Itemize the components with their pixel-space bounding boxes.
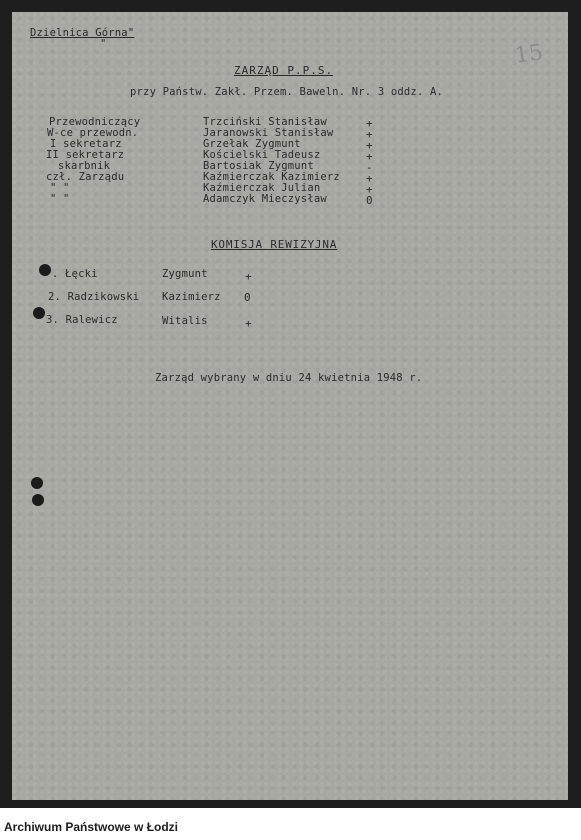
election-date-note: Zarząd wybrany w dniu 24 kwietnia 1948 r. (155, 372, 423, 384)
board-name: Kaźmierczak Julian (203, 182, 321, 194)
board-name: Trzciński Stanisław (203, 116, 327, 128)
pencil-page-number: 15 (513, 40, 545, 69)
board-role: II sekretarz (46, 149, 125, 161)
commission-member: 3. Ralewicz (46, 314, 118, 326)
board-mark: + (366, 150, 373, 163)
board-role: Przewodniczący (49, 116, 141, 128)
board-mark: + (366, 172, 373, 185)
commission-first-name: Witalis (162, 315, 208, 327)
binder-hole (32, 494, 44, 506)
document-page (12, 12, 568, 800)
board-role: czł. Zarządu (46, 171, 125, 183)
commission-mark: + (245, 317, 252, 330)
commission-first-name: Zygmunt (162, 268, 208, 280)
board-name: Bartosiak Zygmunt (203, 160, 314, 172)
board-mark: - (366, 161, 373, 174)
binder-hole (39, 264, 51, 276)
binder-hole (31, 477, 43, 489)
commission-member: 2. Radzikowski (48, 291, 140, 303)
board-name: Jaranowski Stanisław (203, 127, 334, 139)
board-mark: 0 (366, 194, 373, 207)
commission-first-name: Kazimierz (162, 291, 221, 303)
board-mark: + (366, 139, 373, 152)
archive-caption: Archiwum Państwowe w Łodzi (4, 820, 179, 834)
district-ditto-mark: " (100, 38, 107, 50)
board-name: Kaźmierczak Kazimierz (203, 171, 340, 183)
commission-mark: + (245, 270, 252, 283)
board-mark: + (366, 117, 373, 130)
board-role: I sekretarz (50, 138, 122, 150)
board-name: Adamczyk Mieczysław (203, 193, 327, 205)
board-mark: + (366, 128, 373, 141)
board-mark: + (366, 183, 373, 196)
board-role: " " (50, 182, 70, 194)
board-role: " " (50, 193, 70, 205)
commission-member: . Łęcki (52, 268, 98, 280)
board-role: W-ce przewodn. (47, 127, 139, 139)
board-name: Kościelski Tadeusz (203, 149, 321, 161)
commission-mark: 0 (244, 291, 251, 304)
document-subtitle: przy Państw. Zakł. Przem. Baweln. Nr. 3 oddz. A. (130, 86, 444, 98)
binder-hole (33, 307, 45, 319)
board-name: Grzełak Zygmunt (203, 138, 301, 150)
board-role: skarbnik (58, 160, 111, 172)
district-label: Dzielnica Górna" (30, 27, 135, 39)
document-title: ZARZĄD P.P.S. (234, 64, 334, 77)
commission-title: KOMISJA REWIZYJNA (211, 238, 338, 251)
